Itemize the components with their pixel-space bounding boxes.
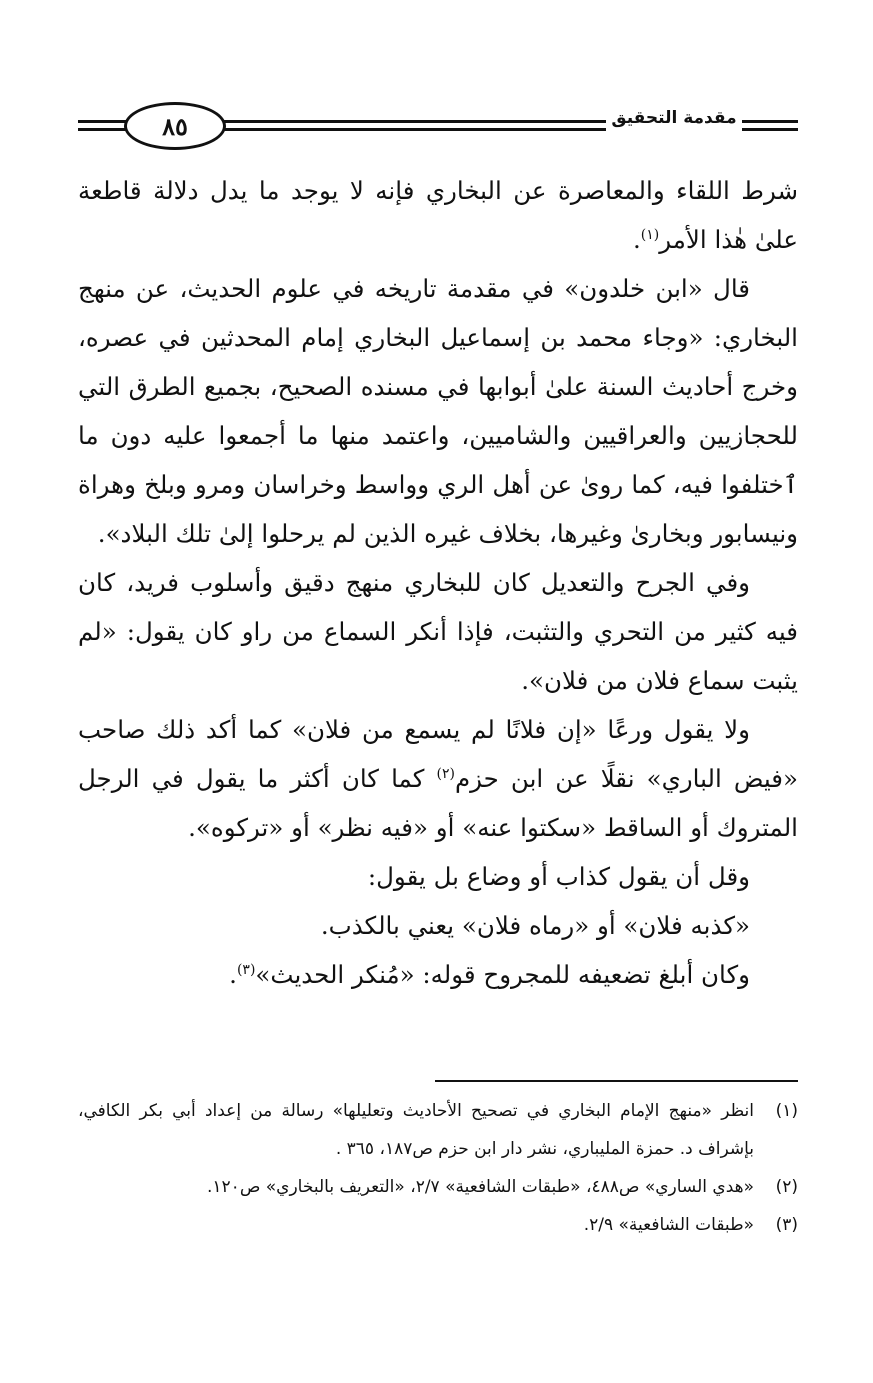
header-rule — [78, 120, 126, 123]
page-header — [78, 100, 798, 150]
footnote-text: «طبقات الشافعية» ٢/٩. — [583, 1215, 754, 1235]
header-rule — [218, 128, 606, 131]
footnote-number: (٢) — [775, 1177, 798, 1197]
paragraph: ولا يقول ورعًا «إن فلانًا لم يسمع من فلان» كما أكد ذلك صاحب «فيض الباري» نقلًا عن ابن حزم$^{(٢)}$ كما كان أكثر ما يقول في الرجل المتروك أو الساقط «سكتوا عنه» أو «فيه نظر» أو «تركوه». — [78, 715, 798, 842]
paragraph: وكان أبلغ تضعيفه للمجروح قوله: «مُنكر الحديث»$^{(٣)}$. — [229, 960, 750, 989]
header-rule — [742, 128, 798, 131]
footnote — [78, 1168, 798, 1206]
footnote — [78, 1092, 798, 1168]
paragraph: وقل أن يقول كذاب أو وضاع بل يقول: — [367, 862, 750, 891]
page-number: ٨٥ — [124, 102, 226, 150]
footnote-ref: (١) — [640, 226, 660, 243]
paragraph: «كذبه فلان» أو «رماه فلان» يعني بالكذب. — [320, 911, 750, 940]
footnote — [78, 1206, 798, 1244]
footnote-text: انظر «منهج الإمام البخاري في تصحيح الأحاديث وتعليلها» رسالة من إعداد أبي بكر الكافي، بإشراف د. حمزة المليباري، نشر دار ابن حزم ص١٨٧، ٣٦٥ . — [78, 1101, 754, 1159]
paragraph: شرط اللقاء والمعاصرة عن البخاري فإنه لا يوجد ما يدل دلالة قاطعة علىٰ هٰذا الأمر$^{(١)}$. — [78, 176, 798, 254]
footnotes — [78, 1092, 798, 1244]
header-rule — [742, 120, 798, 123]
paragraph: وفي الجرح والتعديل كان للبخاري منهج دقيق وأسلوب فريد، كان فيه كثير من التحري والتثبت، فإذا أنكر السماع من راو كان يقول: «لم يثبت سماع فلان من فلان». — [78, 568, 798, 695]
footnote-ref: (٢) — [436, 765, 455, 782]
footnote-number: (٣) — [775, 1215, 798, 1235]
footnote-ref: (٣) — [236, 961, 256, 978]
header-rule — [78, 128, 126, 131]
footnote-separator — [435, 1080, 798, 1082]
main-text — [78, 166, 798, 999]
running-title: مقدمة التحقيق — [611, 108, 737, 128]
header-rule — [218, 120, 606, 123]
footnote-number: (١) — [775, 1101, 798, 1121]
paragraph: قال «ابن خلدون» في مقدمة تاريخه في علوم الحديث، عن منهج البخاري: «وجاء محمد بن إسماعيل البخاري إمام المحدثين في عصره، وخرج أحاديث السنة علىٰ أبوابها في مسنده الصحيح، بجميع الطرق التي للحجازيين والعراقيين والشاميين، واعتمد منها ما أجمعوا عليه دون ما ٱختلفوا فيه، كما روىٰ عن أهل الري وواسط وخراسان ومرو وبلخ وهراة ونيسابور وبخارىٰ وغيرها، بخلاف غيره الذين لم يرحلوا إلىٰ تلك البلاد». — [78, 274, 798, 548]
footnote-text: «هدي الساري» ص٤٨٨، «طبقات الشافعية» ٢/٧، «التعريف بالبخاري» ص١٢٠. — [207, 1177, 754, 1197]
